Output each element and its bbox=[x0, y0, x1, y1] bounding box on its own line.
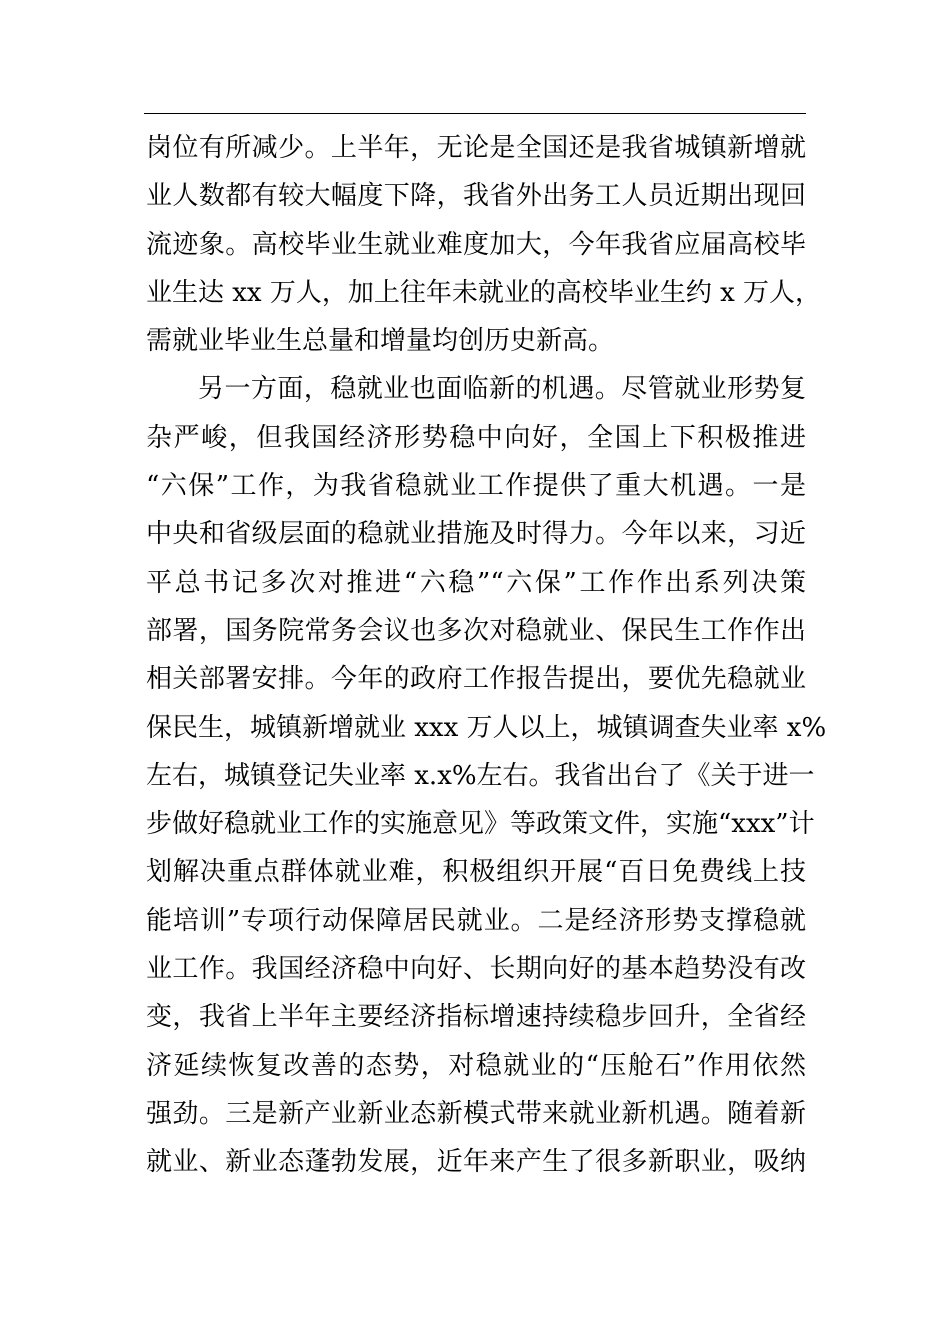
paragraph-1 bbox=[146, 124, 822, 365]
text-line: 岗位有所减少。上半年，无论是全国还是我省城镇新增就 bbox=[146, 133, 806, 163]
text-line: 杂严峻，但我国经济形势稳中向好，全国上下积极推进 bbox=[146, 422, 806, 453]
text-line: 业工作。我国经济稳中向好、长期向好的基本趋势没有改 bbox=[146, 954, 806, 985]
header-rule bbox=[144, 113, 806, 114]
text-line: 变，我省上半年主要经济指标增速持续稳步回升，全省经 bbox=[146, 1002, 806, 1033]
text-line: 就业、新业态蓬勃发展，近年来产生了很多新职业，吸纳 bbox=[146, 1147, 806, 1178]
text-line: 步做好稳就业工作的实施意见》等政策文件，实施“xxx”计 bbox=[146, 809, 815, 840]
text-line: 平总书记多次对推进“六稳”“六保”工作作出系列决策 bbox=[146, 567, 806, 598]
text-line: 相关部署安排。今年的政府工作报告提出，要优先稳就业 bbox=[146, 664, 806, 695]
text-line: “六保”工作，为我省稳就业工作提供了重大机遇。一是 bbox=[146, 471, 806, 502]
text-line: 流迹象。高校毕业生就业难度加大，今年我省应届高校毕 bbox=[146, 229, 806, 260]
text-line: 强劲。三是新产业新业态新模式带来就业新机遇。随着新 bbox=[146, 1098, 806, 1129]
text-line: 济延续恢复改善的态势，对稳就业的“压舱石”作用依然 bbox=[146, 1050, 806, 1081]
text-line: 划解决重点群体就业难，积极组织开展“百日免费线上技 bbox=[146, 857, 806, 888]
text-line: 部署，国务院常务会议也多次对稳就业、保民生工作作出 bbox=[146, 615, 806, 646]
text-line: 业人数都有较大幅度下降，我省外出务工人员近期出现回 bbox=[146, 181, 806, 212]
text-line: 需就业毕业生总量和增量均创历史新高。 bbox=[146, 326, 615, 357]
paragraph-2 bbox=[146, 365, 827, 1186]
text-line: 左右，城镇登记失业率 x.x%左右。我省出台了《关于进一 bbox=[146, 760, 815, 791]
text-line: 保民生，城镇新增就业 xxx 万人以上，城镇调查失业率 x% bbox=[146, 712, 827, 743]
text-line: 业生达 xx 万人，加上往年未就业的高校毕业生约 x 万人， bbox=[146, 277, 822, 308]
text-line: 能培训”专项行动保障居民就业。二是经济形势支撑稳就 bbox=[146, 905, 806, 936]
text-line: 中央和省级层面的稳就业措施及时得力。今年以来，习近 bbox=[146, 519, 806, 550]
text-line: 另一方面，稳就业也面临新的机遇。尽管就业形势复 bbox=[198, 374, 806, 405]
body-text bbox=[146, 124, 827, 1187]
